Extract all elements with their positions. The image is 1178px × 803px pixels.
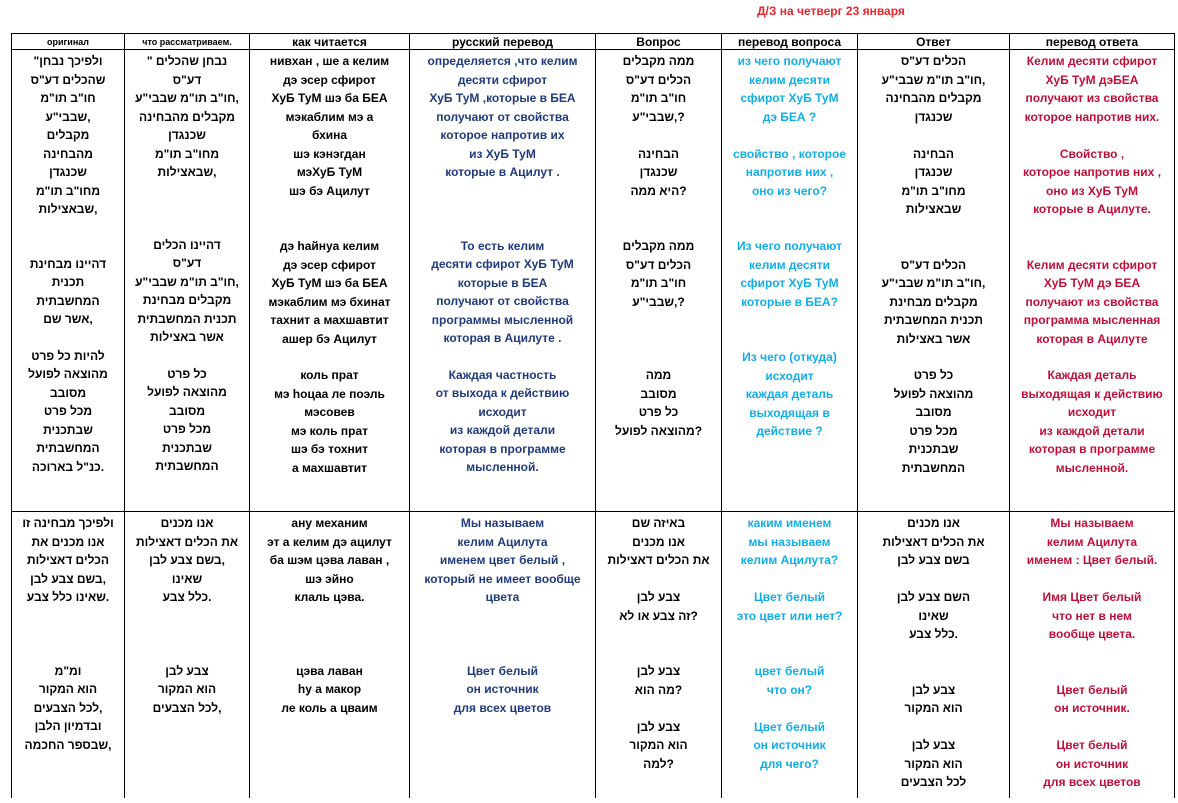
text-block: коль прат мэ hоцаа ле поэль мэсовев мэ коль прат шэ бэ тохнит а махшавтит [274, 368, 385, 475]
text-block: דהיינו מבחינת תכנית המחשבתית ,אשר שם [29, 256, 107, 326]
text-block: ממה מקבלים הכלים דע"ס חו"ב תו"מ ?,שבבי"ע [622, 239, 695, 309]
text-block: Цвет белый он источник для всех цветов [453, 663, 552, 715]
text-block: каким именем мы называем келим Ацилута? Цвет белый это цвет или нет? [736, 516, 843, 623]
text-block: дэ hайнуа келим дэ эсер сфирот ХуБ ТуМ шэ ба БЕА мэкаблим мэ бхинат тахнит а махшавтит ашер бэ Ацилут [268, 239, 391, 346]
cell-question-translation [722, 512, 858, 799]
text-block: ולפיכך מבחינה זו אנו מכנים את הכלים דאצילות ,בשם צבע לבן .שאינו כלל צבע [22, 516, 114, 604]
text-block: Мы называем келим Ацилута именем цвет белый , который не имеет вообще цвета [424, 516, 581, 604]
text-block: צבע לבן הוא המקור צבע לבן הוא המקור לכל הצבעים [900, 682, 967, 789]
header-answer-translation: перевод ответа [1010, 34, 1175, 50]
text-block: אנו מכנים את הכלים דאצילות ,בשם צבע לבן שאינו .כלל צבע [135, 516, 239, 604]
text-block: цвет белый что он? Цвет белый он источник для чего? [753, 664, 826, 771]
text-block: ולפיכך נבחן" שהכלים דע"ס חו"ב תו"מ ,שבבי"ע מקבלים מהבחינה שכנגדן מחו"ב תו"מ ,שבאצילות [30, 54, 106, 216]
text-block: כל פרט מהוצאה לפועל מסובב מכל פרט שבתכנית המחשבתית [893, 368, 974, 475]
text-block: צבע לבן ?מה הוא צבע לבן הוא המקור ?למה [629, 664, 688, 771]
header-question-translation: перевод вопроса [722, 34, 858, 50]
text-block: Келим десяти сфирот ХуБ ТуМ дэБЕА получают из свойства которое напротив них. Свойство , которое напротив них , оно из ХуБ ТуМ которые в Ацилуте. [1022, 54, 1162, 216]
table-row [12, 512, 1175, 799]
text-block: ממה מסובב כל פרט ?מהוצאה לפועל [614, 368, 703, 438]
text-block: Из чего получают келим десяти сфирот ХуБ ТуМ которые в БЕА? [737, 239, 842, 309]
header-translation: русский перевод [410, 34, 596, 50]
text-block: להיות כל פרט מהוצאה לפועל מסובב מכל פרט שבתכנית המחשבתית .כנ"ל בארוכה [28, 348, 108, 474]
text-block: Мы называем келим Ацилута именем : Цвет белый. Имя Цвет белый что нет в нем вообще цвета. [1026, 516, 1158, 641]
text-block: הכלים דע"ס ,חו"ב תו"מ שבבי"ע מקבלים מהבחינה שכנגדן הבחינה שכנגדן מחו"ב תו"מ שבאצילות [881, 54, 986, 216]
cell-reading [250, 512, 410, 799]
text-block: ממה מקבלים הכלים דע"ס חו"ב תו"מ ?,שבבי"ע הבחינה שכנגדן ?היא ממה [622, 54, 695, 198]
cell-question-translation [722, 50, 858, 512]
text-block: כל פרט מהוצאה לפועל מסובב מכל פרט שבתכנית המחשבתית [147, 366, 227, 473]
text-block: из чего получают келим десяти сфирот ХуБ ТуМ дэ БЕА ? свойство , которое напротив них , оно из чего? [733, 54, 846, 198]
header-reading: как читается [250, 34, 410, 50]
text-block: цэва лаван hу а макор ле коль а цваим [281, 663, 378, 715]
cell-original [12, 512, 125, 799]
text-block: нивхан , ше а келим дэ эсер сфирот ХуБ ТуМ шэ ба БЕА мэкаблим мэ а бхина шэ кэнэгдан мэХуБ ТуМ шэ бэ Ацилут [269, 54, 390, 198]
header-row [12, 34, 1175, 50]
table-row [12, 50, 1175, 512]
lesson-table [11, 33, 1175, 798]
text-block: דהיינו הכלים דע"ס ,חו"ב תו"מ שבבי"ע מקבלים מבחינת תכנית המחשבתית אשר באצילות [135, 237, 239, 344]
cell-considered [125, 512, 250, 799]
cell-answer [858, 50, 1010, 512]
cell-reading [250, 50, 410, 512]
text-block: ану механим эт а келим дэ ацилут ба шэм цэва лаван , шэ эйно клаль цэва. [267, 516, 392, 604]
cell-original [12, 50, 125, 512]
cell-considered [125, 50, 250, 512]
page-title: Д/З на четверг 23 января [757, 4, 905, 18]
cell-answer [858, 512, 1010, 799]
cell-question [596, 512, 722, 799]
text-block: определяется ,что келим десяти сфирот ХуБ ТуМ ,которые в БЕА получают от свойства которое напротив их из ХуБ ТуМ которые в Ацилут . [427, 54, 578, 179]
text-block: הכלים דע"ס ,חו"ב תו"מ שבבי"ע מקבלים מבחינת תכנית המחשבתית אשר באצילות [881, 257, 986, 346]
text-block: צבע לבן הוא המקור ,לכל הצבעים [152, 663, 222, 715]
header-considered: что рассматриваем. [125, 34, 250, 50]
text-block: באיזה שם אנו מכנים את הכלים דאצילות צבע לבן ?זה צבע או לא [607, 516, 710, 623]
header-original: оригинал [12, 34, 125, 50]
text-block: ומ"מ הוא המקור ,לכל הצבעים ובדמיון הלבן ,שבספר החכמה [24, 663, 112, 752]
text-block: נבחן שהכלים " דע"ס ,חו"ב תו"מ שבבי"ע מקבלים מהבחינה שכנגדן מחו"ב תו"מ ,שבאצילות [135, 54, 239, 179]
cell-translation [410, 512, 596, 799]
cell-answer-translation [1010, 512, 1175, 799]
text-block: Каждая частность от выхода к действию исходит из каждой детали которая в программе мысленной. [435, 367, 570, 474]
text-block: Келим десяти сфирот ХуБ ТуМ дэ БЕА получают из свойства программа мысленная которая в Ацилуте [1023, 257, 1161, 346]
cell-translation [410, 50, 596, 512]
text-block: Цвет белый он источник. Цвет белый он источник для всех цветов [1043, 682, 1141, 789]
text-block: אנו מכנים את הכלים דאצילות בשם צבע לבן השם צבע לבן שאינו .כלל צבע [882, 516, 985, 641]
cell-question [596, 50, 722, 512]
text-block: Из чего (откуда) исходит каждая деталь выходящая в действие ? [742, 350, 837, 438]
cell-answer-translation [1010, 50, 1175, 512]
text-block: Каждая деталь выходящая к действию исходит из каждой детали которая в программе мысленной. [1021, 368, 1163, 475]
text-block: То есть келим десяти сфирот ХуБ ТуМ которые в БЕА получают от свойства программы мысленной которая в Ацилуте . [431, 238, 574, 345]
header-answer: Ответ [858, 34, 1010, 50]
header-question: Вопрос [596, 34, 722, 50]
